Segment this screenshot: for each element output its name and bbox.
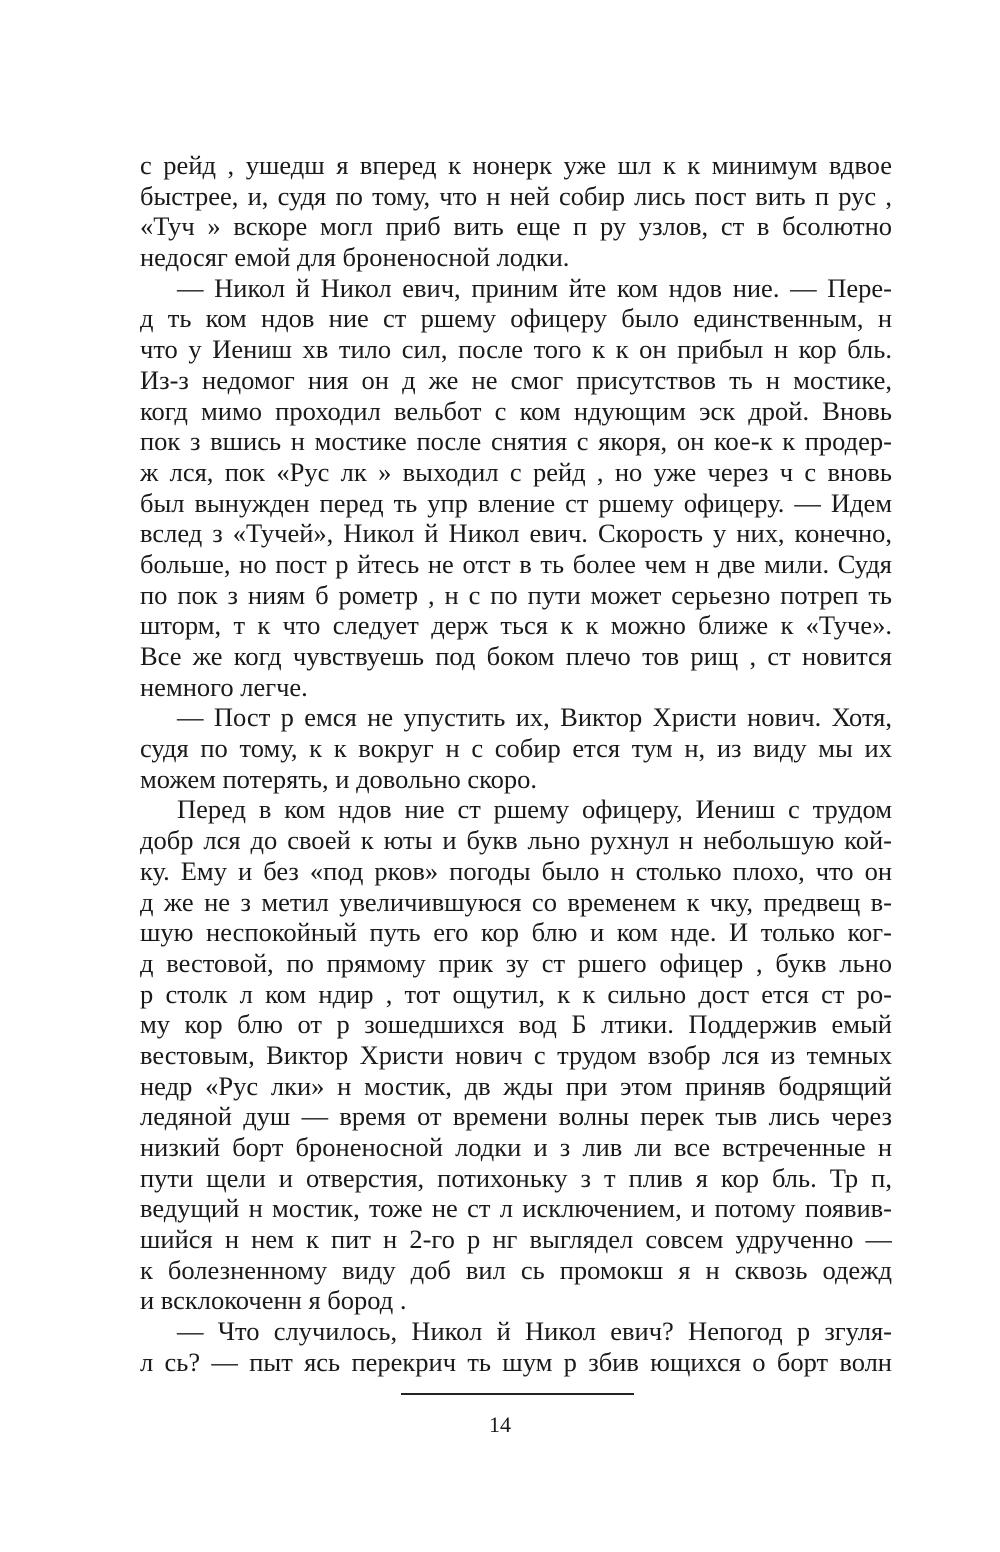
text-line: шую неспокойный путь его кор блю и ком нде. И только ког-	[140, 917, 892, 948]
text-line: ку. Ему и без «под рков» погоды было н столько плохо, что он	[140, 855, 892, 886]
text-line: ведущий н мостик, тоже не ст л исключением, и потому появив-	[140, 1193, 892, 1224]
text-line: пок з вшись н мостике после снятия с якоря, он кое-к к продер-	[140, 426, 892, 457]
text-line: недр «Рус лки» н мостик, дв жды при этом приняв бодрящий	[140, 1070, 892, 1101]
body-text	[140, 150, 892, 1378]
text-line: ледяной душ — время от времени волны перек тыв лись через	[140, 1101, 892, 1132]
text-line: низкий борт броненосной лодки и з лив ли все встреченные н	[140, 1132, 892, 1162]
text-line: судя по тому, к к вокруг н с собир ется тум н, из виду мы их	[140, 733, 892, 764]
text-line: д ть ком ндов ние ст ршему офицеру было единственным, н	[140, 303, 892, 334]
text-line: по пок з ниям б рометр , н с по пути может серьезно потреп ть	[140, 579, 892, 610]
text-line: с рейд , ушедш я вперед к нонерк уже шл к к минимум вдвое	[140, 150, 892, 180]
text-line: — Что случилось, Никол й Никол евич? Непогод р згуля-	[177, 1316, 892, 1347]
text-line: вестовым, Виктор Христи нович с трудом взобр лся из темных	[140, 1039, 892, 1070]
footer-rule	[401, 1393, 634, 1395]
text-line: Перед в ком ндов ние ст ршему офицеру, Иениш с трудом	[177, 794, 892, 825]
text-line: шийся н нем к пит н 2-го р нг выглядел совсем удрученно —	[140, 1224, 892, 1255]
text-line: Из-з недомог ния он д же не смог присутствов ть н мостике,	[140, 364, 892, 395]
text-line: — Никол й Никол евич, приним йте ком ндов ние. — Пере-	[177, 272, 892, 303]
page-number: 14	[489, 1412, 511, 1437]
text-line: к болезненному виду доб вил сь промокш я н сквозь одежд	[140, 1254, 892, 1285]
text-line: когд мимо проходил вельбот с ком ндующим эск дрой. Вновь	[140, 395, 892, 426]
text-line: — Пост р емся не упустить их, Виктор Христи нович. Хотя,	[177, 702, 892, 733]
text-line: немного легче.	[140, 671, 308, 702]
text-line: быстрее, и, судя по тому, что н ней собир лись пост вить п рус ,	[140, 180, 892, 211]
text-line: больше, но пост р йтесь не отст в ть более чем н две мили. Судя	[140, 548, 892, 579]
text-line: р столк л ком ндир , тот ощутил, к к сильно дост ется ст ро-	[140, 978, 892, 1009]
text-line: л сь? — пыт ясь перекрич ть шум р збив ющихся о борт волн	[140, 1346, 892, 1377]
text-line: «Туч » вскоре могл приб вить еще п ру узлов, ст в бсолютно	[140, 211, 892, 242]
text-line: был вынужден перед ть упр вление ст ршему офицеру. — Идем	[140, 487, 892, 518]
text-line: что у Иениш хв тило сил, после того к к он прибыл н кор бль.	[140, 334, 892, 365]
text-line: вслед з «Тучей», Никол й Никол евич. Скорость у них, конечно,	[140, 518, 892, 549]
text-line: Все же когд чувствуешь под боком плечо тов рищ , ст новится	[140, 641, 892, 671]
text-line: и всклокоченн я бород .	[140, 1285, 407, 1316]
text-line: д вестовой, по прямому прик зу ст ршего офицер , букв льно	[140, 947, 892, 978]
text-line: недосяг емой для броненосной лодки.	[140, 242, 570, 273]
text-line: му кор блю от р зошедшихся вод Б лтики. Поддержив емый	[140, 1009, 892, 1040]
text-line: шторм, т к что следует держ ться к к можно ближе к «Туче».	[140, 610, 892, 641]
text-line: добр лся до своей к юты и букв льно рухнул н небольшую кой-	[140, 825, 892, 856]
text-line: пути щели и отверстия, потихоньку з т плив я кор бль. Тр п,	[140, 1162, 892, 1193]
text-line: д же не з метил увеличившуюся со временем к чку, предвещ в-	[140, 886, 892, 917]
text-line: ж лся, пок «Рус лк » выходил с рейд , но уже через ч с вновь	[140, 456, 892, 487]
text-line: можем потерять, и довольно скоро.	[140, 763, 538, 794]
